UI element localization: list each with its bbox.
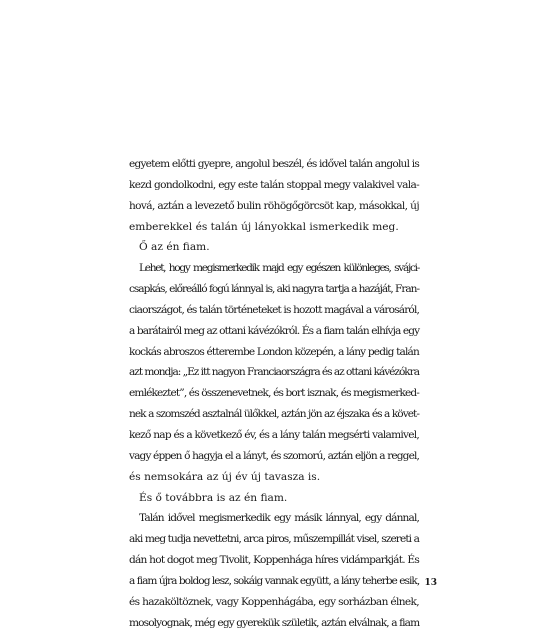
text-line: Ő az én fiam. [139, 241, 210, 254]
text-line: egyetem előtti gyepre, angolul beszél, és idővel talán angolul is [129, 158, 419, 170]
text-line: nek a szomszéd asztalnál ülőkkel, aztán jön az éjszaka és a követ- [129, 408, 419, 421]
text-line: és nemsokára az új év új tavasza is. [129, 470, 321, 483]
text-line: és hazaköltöznek, vagy Koppenhágába, egy sorházban élnek, [129, 595, 419, 608]
text-line: És ő továbbra is az én fiam. [139, 491, 288, 504]
text-line: aki meg tudja nevettetni, arca piros, műszempillát visel, szereti a [129, 533, 419, 546]
text-line: a barátairól meg az ottani kávézókról. És a fiam talán elhívja egy [129, 324, 420, 337]
text-line: kező nap és a következő év, és a lány talán megsérti valamivel, [129, 428, 419, 441]
text-line: kockás abroszos étterembe London közepén, a lány pedig talán [129, 345, 419, 358]
text-line: emberekkel és talán új lányokkal ismerkedik meg. [129, 220, 399, 233]
text-line: a fiam újra boldog lesz, sokáig vannak együtt, a lány teherbe esik, [129, 574, 420, 587]
page-number: 13 [424, 578, 437, 588]
text-line: vagy éppen ő hagyja el a lányt, és szomorú, aztán eljön a reggel, [129, 449, 419, 462]
text-line: hová, aztán a levezető bulin röhögőgörcsöt kap, másokkal, új [129, 199, 419, 212]
text-line: dán hot dogot meg Tivolit, Koppenhága híres vidámparkját. És [129, 554, 419, 567]
text-line: Lehet, hogy megismerkedik majd egy egészen különleges, svájci- [139, 262, 419, 275]
body-text [129, 154, 419, 633]
text-line: Talán idővel megismerkedik egy másik lánnyal, egy dánnal, [139, 512, 419, 525]
text-line: emlékeztet”, és összenevetnek, és bort isznak, és megismerked- [129, 387, 419, 400]
text-line: kezd gondolkodni, egy este talán stoppal megy valakivel vala- [129, 178, 419, 191]
text-line: azt mondja: „Ez itt nagyon Franciaországra és az ottani kávézókra [129, 366, 419, 379]
text-line: ciaországot, és talán történeteket is hozott magával a városáról, [129, 303, 419, 316]
text-line: mosolyognak, még egy gyerekük születik, aztán elválnak, a fiam [129, 616, 420, 629]
text-line: csapkás, előreálló fogú lánnyal is, aki nagyra tartja a hazáját, Fran- [129, 283, 419, 296]
